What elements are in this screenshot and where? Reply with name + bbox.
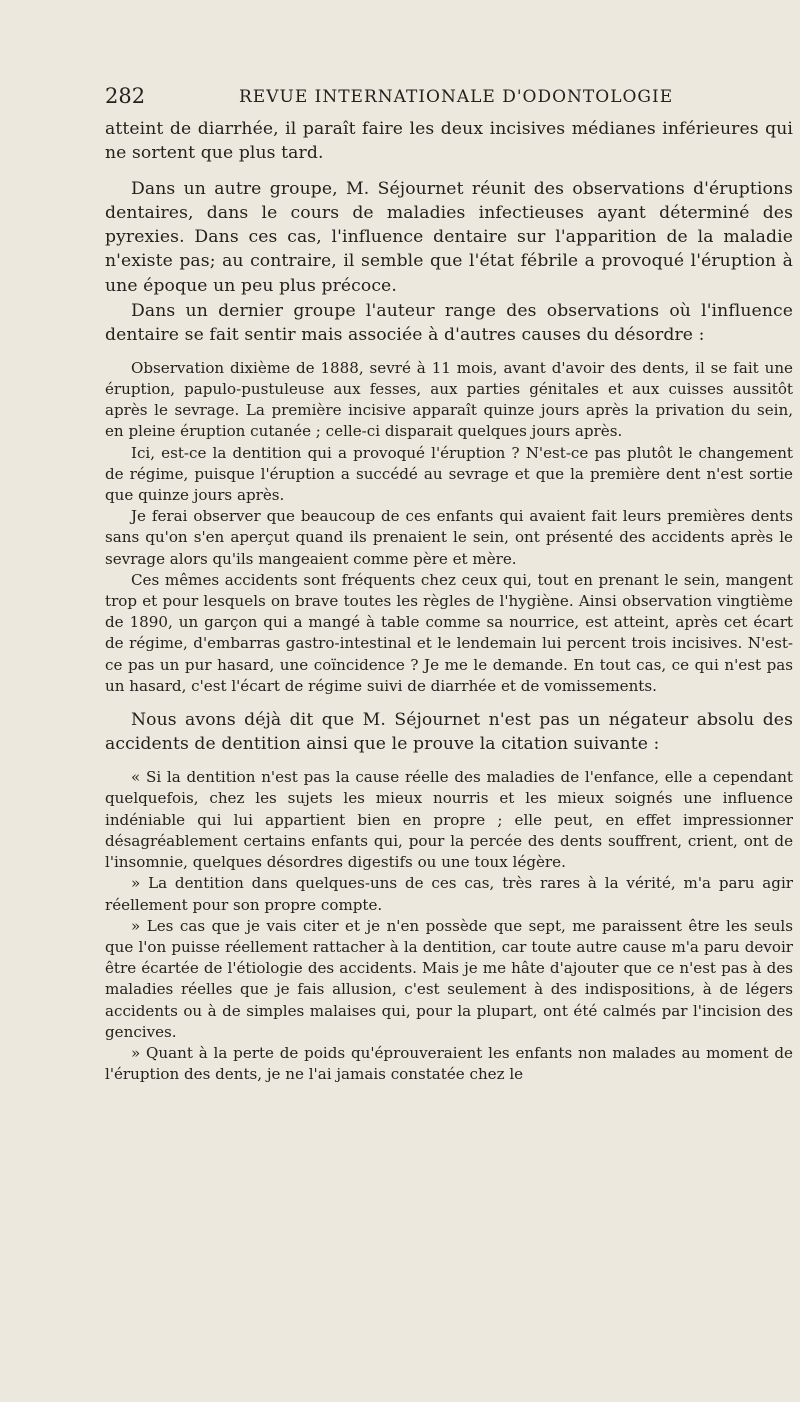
article-body bbox=[105, 117, 793, 1085]
quote-paragraph-4: » Quant à la perte de poids qu'éprouveraient les enfants non malades au moment de l'éruption des dents, je ne l'ai jamais constatée chez le bbox=[105, 1043, 793, 1084]
page-header bbox=[105, 84, 795, 112]
paragraph-remark: Je ferai observer que beaucoup de ces enfants qui avaient fait leurs premières dents sans qu'on s'en aperçut quand ils prenaient le sein, ont présenté des accidents après le sevrage alors qu'ils mangeaient comme père et mère. bbox=[105, 507, 793, 568]
paragraph-question: Ici, est-ce la dentition qui a provoqué l'éruption ? N'est-ce pas plutôt le changement de régime, puisque l'éruption a succédé au sevrage et que la première dent n'est sortie que quinze jours après. bbox=[105, 443, 793, 505]
running-title: REVUE INTERNATIONALE D'ODONTOLOGIE bbox=[239, 87, 674, 107]
page-number: 282 bbox=[105, 84, 146, 108]
paragraph-not-denier: Nous avons déjà dit que M. Séjournet n'est pas un négateur absolu des accidents de dentition ainsi que le prouve la citation suivante : bbox=[105, 710, 793, 755]
quote-paragraph-2: » La dentition dans quelques-uns de ces cas, très rares à la vérité, m'a paru agir réellement pour son propre compte. bbox=[105, 874, 793, 914]
quote-paragraph-1: « Si la dentition n'est pas la cause réelle des maladies de l'enfance, elle a cependant quelquefois, chez les sujets les mieux nourris et les mieux soignés une influence indéniable qui lui appartient bien en propre ; elle peut, en effet impressionner désagréablement certains enfants qui, pour la percée des dents souffrent, crient, ont de l'insomnie, quelques désordres digestifs ou une toux légère. bbox=[105, 768, 793, 872]
paragraph-observation-tenth: Observation dixième de 1888, sevré à 11 mois, avant d'avoir des dents, il se fait une éruption, papulo-pustuleuse aux fesses, aux parties génitales et aux cuisses aussitôt après le sevrage. La première incisive apparaît quinze jours après la privation du sein, en pleine éruption cutanée ; celle-ci disparait quelques jours après. bbox=[105, 358, 793, 441]
paragraph-last-group: Dans un dernier groupe l'auteur range des observations où l'influence dentaire se fait sentir mais associée à d'autres causes du désordre : bbox=[105, 300, 793, 345]
paragraph-continuation: atteint de diarrhée, il paraît faire les deux incisives médianes inférieures qui ne sortent que plus tard. bbox=[105, 119, 793, 164]
paragraph-second-group: Dans un autre groupe, M. Séjournet réunit des observations d'éruptions dentaires, dans le cours de maladies infectieuses ayant déterminé des pyrexies. Dans ces cas, l'influence dentaire sur l'apparition de la maladie n'existe pas; au contraire, il semble que l'état fébrile a provoqué l'éruption à une époque un peu plus précoce. bbox=[105, 179, 793, 296]
paragraph-same-accidents: Ces mêmes accidents sont fréquents chez ceux qui, tout en prenant le sein, mangent trop et pour lesquels on brave toutes les règles de l'hygiène. Ainsi observation vingtième de 1890, un garçon qui a mangé à table comme sa nourrice, est atteint, après cet écart de régime, d'embarras gastro-intestinal et le lendemain lui percent trois incisives. N'est-ce pas un pur hasard, une coïncidence ? Je me le demande. En tout cas, ce qui n'est pas un hasard, c'est l'écart de régime suivi de diarrhée et de vomissements. bbox=[105, 570, 793, 695]
quote-paragraph-3: » Les cas que je vais citer et je n'en possède que sept, me paraissent être les seuls que l'on puisse réellement rattacher à la dentition, car toute autre cause m'a paru devoir être écartée de l'étiologie des accidents. Mais je me hâte d'ajouter que ce n'est pas à des maladies réelles que je fais allusion, c'est seulement à des indispositions, à de légers accidents ou à de simples malaises qui, pour la plupart, ont été calmés par l'incision des gencives. bbox=[105, 916, 793, 1041]
